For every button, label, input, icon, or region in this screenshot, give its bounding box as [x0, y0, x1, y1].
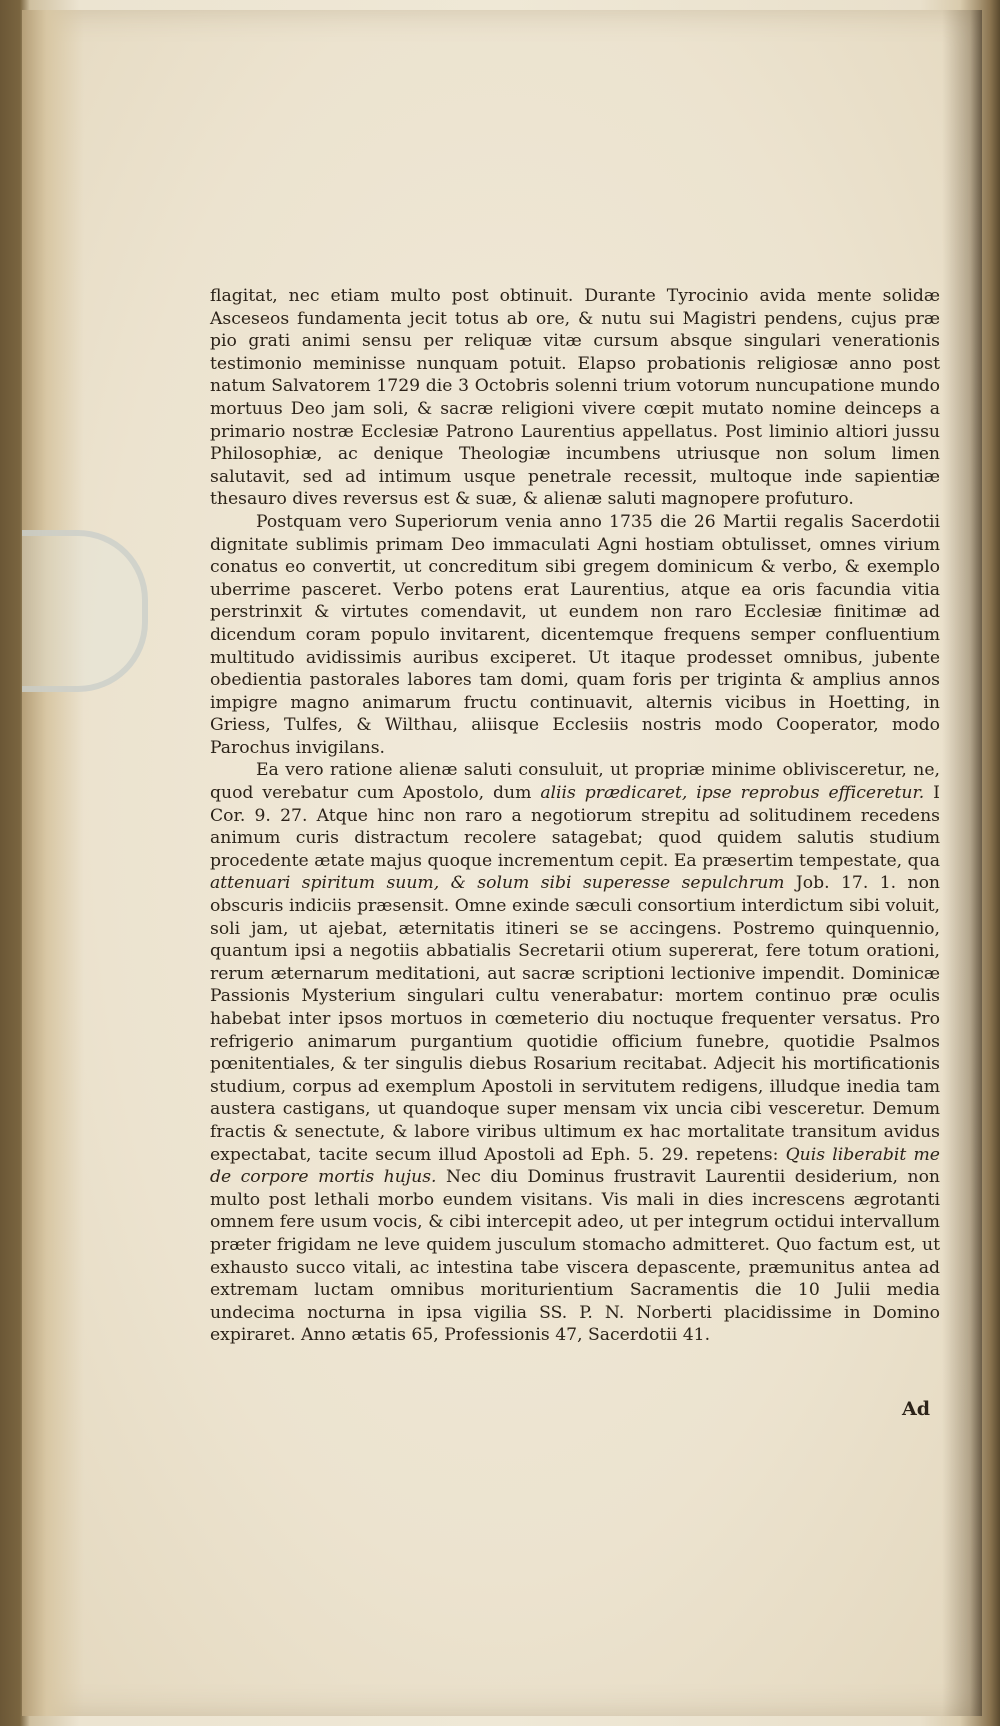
paragraph-3-italic-3: Quis liberabit me de corpore mortis hujus. [210, 1144, 940, 1188]
paper-clip-mark [22, 530, 148, 692]
paragraph-3-part-3: Job. 17. 1. non obscuris indiciis præsensit. Omne exinde sæculi consortium interdictum sibi voluit, soli jam, ut ajebat, æternitatis itineri se se accingens. Postremo quinquennio, quantum ipsi a negotiis abbatialis Secretarii otium supererat, fere totum orationi, rerum æternarum meditationi, aut sacræ scriptioni lectionive impendit. Dominicæ Passionis Mysterium singulari cultu venerabatur: mortem continuo præ oculis habebat inter ipsos mortuos in cœmeterio diu noctuque frequenter versatus. Pro refrigerio animarum purgantium quotidie officium funebre, quotidie Psalmos pœnitentiales, & ter singulis diebus Rosarium recitabat. Adjecit his mortificationis studium, corpus ad exemplum Apostoli in servitutem redigens, illudque inedia tam austera castigans, ut quandoque super mensam vix uncia cibi vesceretur. Demum fractis & senectute, & labore viribus ultimum ex hac mortalitate transitum avidus expectabat, tacite secum illud Apostoli ad Eph. 5. 29. repetens: [210, 873, 940, 1165]
paragraph-3-italic-1: aliis prædicaret, ipse reprobus efficeretur. [540, 783, 925, 804]
paragraph-3-italic-2: attenuari spiritum suum, & solum sibi superesse sepulchrum [210, 873, 785, 894]
worn-left-edge [22, 10, 84, 1716]
paragraph-1: flagitat, nec etiam multo post obtinuit. Durante Tyrocinio avida mente solidæ Asceseos fundamenta jecit totus ab ore, & nutu sui Magistri pendens, cujus præ pio grati animi sensu per reliquæ vitæ cursum absque singulari venerationis testimonio meminisse nunquam potuit. Elapso probationis religiosæ anno post natum Salvatorem 1729 die 3 Octobris solenni trium votorum nuncupatione mundo mortuus Deo jam soli, & sacræ religioni vivere cœpit mutato nomine deinceps a primario nostræ Ecclesiæ Patrono Laurentius appellatus. Post liminio altiori jussu Philosophiæ, ac denique Theologiæ incumbens utriusque non solum limen salutavit, sed ad intimum usque penetrale recessit, multoque inde sapientiæ thesauro dives reversus est & suæ, & alienæ saluti magnopere profuturo. [210, 286, 940, 510]
paragraph-3-part-2: I Cor. 9. 27. Atque hinc non raro a negotiorum strepitu ad solitudinem recedens animum curis distractum recolere satagebat; quod quidem salutis studium procedente ætate majus quoque incrementum cepit. Ea præsertim tempestate, qua [210, 783, 940, 871]
paragraph-2: Postquam vero Superiorum venia anno 1735 die 26 Martii regalis Sacerdotii dignitate sublimis primam Deo immaculati Agni hostiam obtulisset, omnes virium conatus eo convertit, ut concreditum sibi gregem dominicum & verbo, & exemplo uberrime pasceret. Verbo potens erat Laurentius, atque ea oris facundia vitia perstrinxit & virtutes comendavit, ut eundem non raro Ecclesiæ finitimæ ad dicendum coram populo invitarent, dicentemque frequens semper confluentium multitudo avidissimis auribus exciperet. Ut itaque prodesset omnibus, jubente obedientia pastorales labores tam domi, quam foris per triginta & amplius annos impigre magno animarum fructu continuavit, alternis vicibus in Hoetting, in Griess, Tulfes, & Wilthau, aliisque Ecclesiis nostris modo Cooperator, modo Parochus invigilans. [210, 511, 940, 758]
catchword: Ad [901, 1398, 930, 1420]
book-spine-shadow [942, 10, 982, 1716]
paragraph-3-part-4: Nec diu Dominus frustravit Laurentii desiderium, non multo post lethali morbo eundem visitans. Vis mali in dies increscens ægrotanti omnem fere usum vocis, & cibi intercepit adeo, ut per integrum octidui intervallum præter frigidam ne leve quidem jusculum stomacho admitteret. Quo factum est, ut exhausto succo vitali, ac intestina tabe viscera depascente, præmunitus antea ad extremam luctam omnibus moriturientium Sacramentis die 10 Julii media undecima nocturna in ipsa vigilia SS. P. N. Norberti placidissime in Domino expiraret. Anno ætatis 65, Professionis 47, Sacerdotii 41. [210, 1167, 940, 1346]
paragraph-3 [210, 759, 940, 1346]
paragraph-3-part-1: Ea vero ratione alienæ saluti consuluit, ut propriæ minime oblivisceretur, ne, quod verebatur cum Apostolo, dum [210, 760, 940, 804]
body-text [210, 285, 940, 1347]
